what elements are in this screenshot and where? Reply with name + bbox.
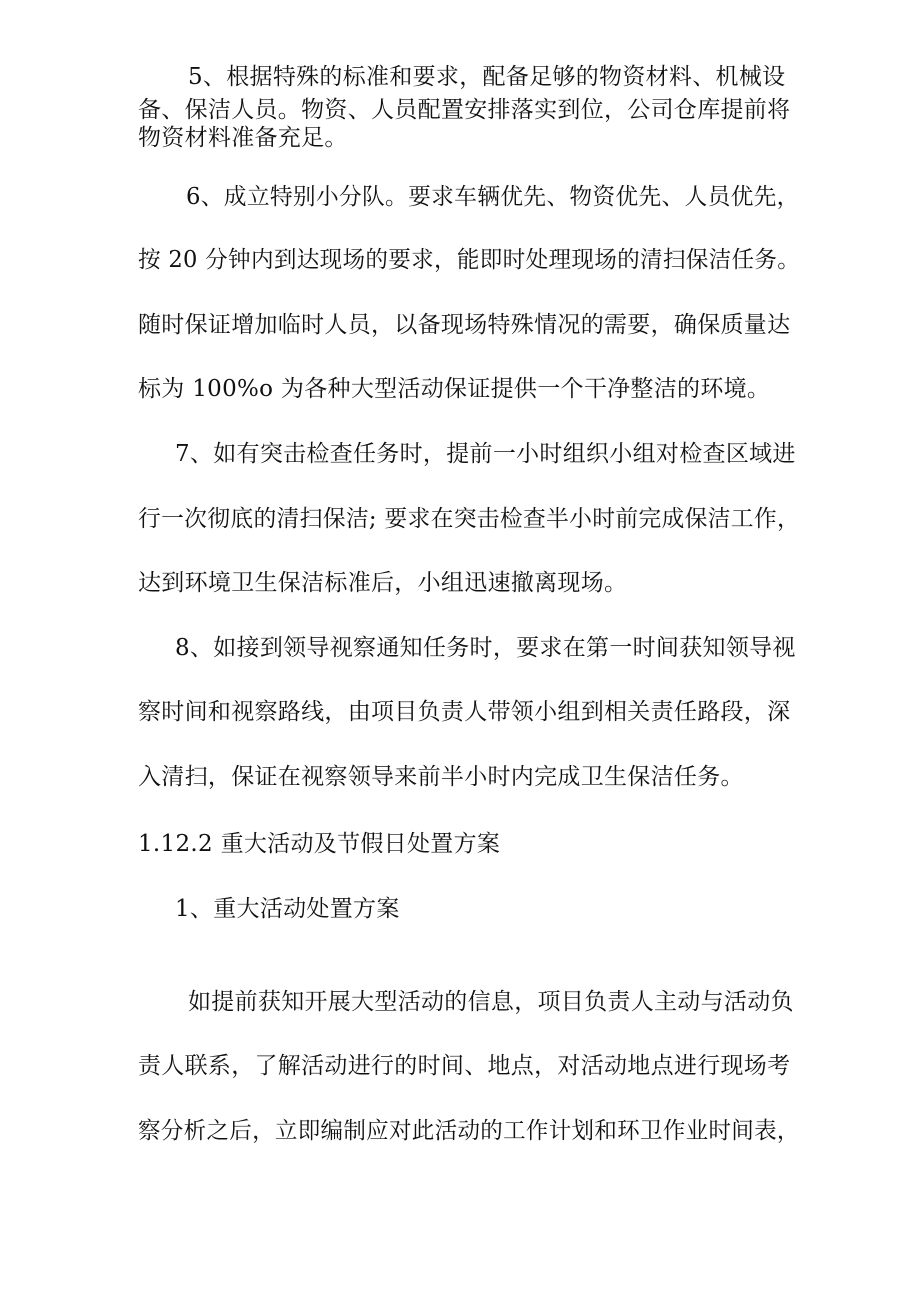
- subsection-heading: 1、重大活动处置方案: [175, 896, 400, 922]
- paragraph-6-line-3: 随时保证增加临时人员，以备现场特殊情况的需要，确保质量达: [138, 312, 791, 338]
- paragraph-plan-line-1: 如提前获知开展大型活动的信息，项目负责人主动与活动负: [188, 989, 794, 1015]
- paragraph-5-line-2: 备、保洁人员。物资、人员配置安排落实到位，公司仓库提前将: [138, 97, 791, 123]
- paragraph-7-line-3: 达到环境卫生保洁标准后，小组迅速撤离现场。: [138, 570, 628, 596]
- paragraph-plan-line-2: 责人联系，了解活动进行的时间、地点，对活动地点进行现场考: [138, 1053, 791, 1079]
- paragraph-7-line-1: 7、如有突击检查任务时，提前一小时组织小组对检查区域进: [175, 441, 796, 467]
- paragraph-6-line-4: 标为 100%o 为各种大型活动保证提供一个干净整洁的环境。: [138, 376, 771, 402]
- paragraph-6-line-2: 按 20 分钟内到达现场的要求，能即时处理现场的清扫保洁任务。: [138, 247, 801, 273]
- paragraph-8-line-1: 8、如接到领导视察通知任务时，要求在第一时间获知领导视: [175, 635, 796, 661]
- paragraph-7-line-2: 行一次彻底的清扫保洁; 要求在突击检查半小时前完成保洁工作，: [138, 506, 801, 532]
- paragraph-plan-line-3: 察分析之后，立即编制应对此活动的工作计划和环卫作业时间表，: [138, 1118, 800, 1144]
- paragraph-6-line-1: 6、成立特别小分队。要求车辆优先、物资优先、人员优先，: [186, 184, 800, 210]
- paragraph-8-line-3: 入清扫，保证在视察领导来前半小时内完成卫生保洁任务。: [138, 764, 744, 790]
- paragraph-5-line-3: 物资材料准备充足。: [138, 125, 348, 151]
- paragraph-5-line-1: 5、根据特殊的标准和要求，配备足够的物资材料、机械设: [188, 64, 786, 90]
- paragraph-8-line-2: 察时间和视察路线，由项目负责人带领小组到相关责任路段，深: [138, 699, 791, 725]
- section-heading: 1.12.2 重大活动及节假日处置方案: [138, 831, 501, 857]
